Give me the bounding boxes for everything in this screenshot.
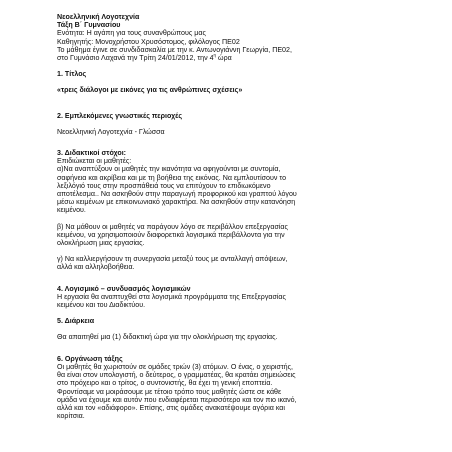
section-4-heading: 4. Λογισμικό – συνδυασμός λογισμικών [57, 284, 191, 293]
section-1-heading: 1. Τίτλος [57, 70, 87, 79]
section-6-line: στο πρόχειρο και ο τρίτος, ο συντονιστής, θα έχει τη γενική εποπτεία. [57, 379, 273, 388]
goal-a-line: μέσω κειμένων με επικοινωνιακό χαρακτήρα. Να ασκηθούν στην κατανόηση [57, 198, 296, 207]
teacher-line: Καθηγητής: Μονοχρήστου Χρυσόστομος, φιλόλογος ΠΕ02 [57, 37, 240, 46]
section-6-line: αλλά και τον «αδιάφορο». Επίσης, στις ομάδες ανακατέψουμε αγόρια και [57, 403, 285, 412]
goal-a-line: αποτέλεσμα.. Να ασκηθούν στην παραγωγή προφορικού και γραπτού λόγου [57, 190, 297, 199]
section-3-heading: 3. Διδακτικοί στόχοι: [57, 149, 127, 158]
section-4-line: κειμένου και του Διαδικτύου. [57, 301, 146, 310]
goal-c-line: αλλά και αλληλοβοήθεια. [57, 263, 135, 272]
cotaught-line-2 [57, 54, 397, 62]
cotaught-line-1: Το μάθημα έγινε σε συνδιδασκαλία με την κ. Αντωνογιάννη Γεωργία, ΠΕ02, [57, 45, 292, 54]
cotaught-line-2-end: ώρα [216, 54, 232, 63]
section-6-line: ομάδα να έχουμε και αυτόν που ενδιαφέρεται περισσότερο και τον πιο ικανό, [57, 395, 297, 404]
ordinal-superscript: η [213, 52, 217, 58]
goal-a-line: κειμένου. [57, 206, 86, 215]
section-5-heading: 5. Διάρκεια [57, 317, 95, 326]
unit-line: Ενότητα: Η αγάπη για τους συνανθρώπους μας [57, 29, 206, 38]
section-4-line: Η εργασία θα αναπτυχθεί στα λογισμικά προγράμματα της Επεξεργασίας [57, 292, 286, 301]
section-2-text: Νεοελληνική Λογοτεχνία - Γλώσσα [57, 127, 165, 136]
goal-b-line: ολοκλήρωση μιας εργασίας. [57, 239, 145, 248]
goal-a-line: λεξιλόγιό τους στην προσπάθειά τους να επιτύχουν το επιδιωκόμενο [57, 181, 271, 190]
section-5-text: Θα απαιτηθεί μια (1) διδακτική ώρα για την ολοκλήρωση της εργασίας. [57, 333, 278, 342]
goal-b-line: κειμένου, να χρησιμοποιούν διαφορετικά λογισμικά περιβάλλοντα για την [57, 230, 285, 239]
section-1-text: «τρεις διάλογοι με εικόνες για τις ανθρώπινες σχέσεις» [57, 86, 243, 95]
section-6-line: θα είναι στον υπολογιστή, ο δεύτερος, ο γραμματέας, θα κρατάει σημειώσεις [57, 371, 296, 380]
cotaught-line-2-text: στο Γυμνάσιο Λαχανά την Τρίτη 24/01/2012, την 4 [57, 54, 214, 63]
goal-a-line: σαφήνεια και ακρίβεια και με τη βοήθεια της εικόνας. Να εμπλουτίσουν το [57, 173, 287, 182]
section-3-intro: Επιδιώκεται οι μαθητές: [57, 157, 132, 166]
section-2-heading: 2. Εμπλεκόμενες γνωστικές περιοχές [57, 111, 183, 120]
section-6-line: Οι μαθητές θα χωριστούν σε ομάδες τριών (3) ατόμων. Ο ένας, ο χειριστής, [57, 362, 294, 371]
section-6-heading: 6. Οργάνωση τάξης [57, 354, 123, 363]
section-6-line: κορίτσια. [57, 412, 85, 421]
class-title: Τάξη Β΄ Γυμνασίου [57, 21, 121, 30]
goal-a-line: α)Να αναπτύξουν οι μαθητές την ικανότητα να αφηγούνται με συντομία, [57, 165, 281, 174]
goal-c-line: γ) Να καλλιεργήσουν τη συνεργασία μεταξύ τους με ανταλλαγή απόψεων, [57, 255, 288, 264]
section-6-line: Φροντίσαμε να μοιράσουμε με τέτοιο τρόπο τους μαθητές ώστε σε κάθε [57, 387, 282, 396]
subject-title: Νεοελληνική Λογοτεχνία [57, 13, 140, 21]
goal-b-line: β) Να μάθουν οι μαθητές να παράγουν λόγο σε περιβάλλον επεξεργασίας [57, 222, 288, 231]
document-body [57, 13, 397, 420]
